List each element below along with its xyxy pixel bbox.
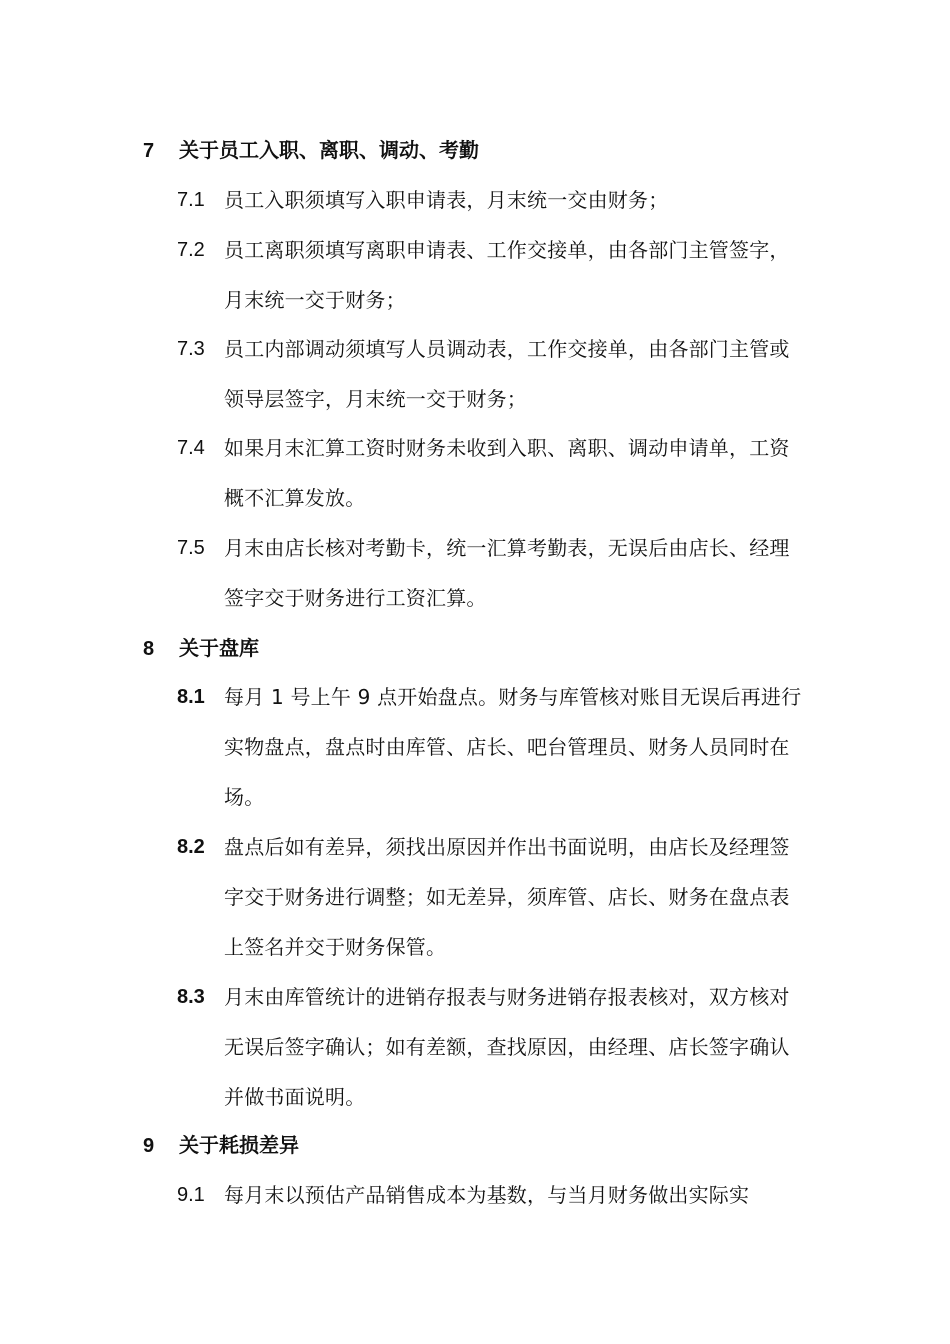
list-item-8-1 (177, 672, 817, 822)
list-item-8-3 (177, 972, 817, 1122)
item-number: 8.3 (177, 986, 205, 1008)
section-title: 关于员工入职、离职、调动、考勤 (179, 138, 479, 162)
list-item-7-3 (177, 324, 817, 424)
item-text: 月末由库管统计的进销存报表与财务进销存报表核对，双方核对无误后签字确认；如有差额，查找原因，由经理、店长签字确认并做书面说明。 (224, 985, 790, 1109)
item-number: 7.3 (177, 338, 205, 360)
section-heading-8 (143, 636, 259, 661)
item-number: 7.4 (177, 437, 205, 459)
item-number: 7.5 (177, 537, 205, 559)
item-text: 每月末以预估产品销售成本为基数，与当月财务做出实际实 (224, 1183, 750, 1207)
item-number: 7.2 (177, 239, 205, 261)
item-text: 员工入职须填写入职申请表，月末统一交由财务； (224, 188, 669, 212)
section-heading-9 (143, 1133, 299, 1158)
section-title: 关于盘库 (179, 636, 259, 660)
section-number: 8 (143, 638, 155, 660)
list-item-7-4 (177, 423, 817, 523)
section-heading-7 (143, 138, 479, 163)
list-item-9-1 (177, 1170, 817, 1220)
item-number: 8.1 (177, 686, 205, 708)
section-title: 关于耗损差异 (179, 1133, 299, 1157)
item-text: 盘点后如有差异，须找出原因并作出书面说明，由店长及经理签字交于财务进行调整；如无差异，须库管、店长、财务在盘点表上签名并交于财务保管。 (224, 835, 790, 959)
section-number: 9 (143, 1135, 155, 1157)
item-text: 员工内部调动须填写人员调动表，工作交接单，由各部门主管或领导层签字，月末统一交于财务； (224, 337, 790, 411)
item-text: 员工离职须填写离职申请表、工作交接单，由各部门主管签字，月末统一交于财务； (224, 238, 790, 312)
item-text: 月末由店长核对考勤卡，统一汇算考勤表，无误后由店长、经理签字交于财务进行工资汇算。 (224, 536, 790, 610)
item-text: 如果月末汇算工资时财务未收到入职、离职、调动申请单，工资概不汇算发放。 (224, 436, 790, 510)
item-number: 8.2 (177, 836, 205, 858)
section-number: 7 (143, 140, 155, 162)
list-item-7-2 (177, 225, 817, 325)
list-item-7-1 (177, 175, 817, 225)
item-number: 7.1 (177, 189, 205, 211)
list-item-8-2 (177, 822, 817, 972)
list-item-7-5 (177, 523, 817, 623)
item-text: 每月 1 号上午 9 点开始盘点。财务与库管核对账目无误后再进行实物盘点，盘点时由库管、店长、吧台管理员、财务人员同时在场。 (224, 685, 802, 809)
item-number: 9.1 (177, 1184, 205, 1206)
